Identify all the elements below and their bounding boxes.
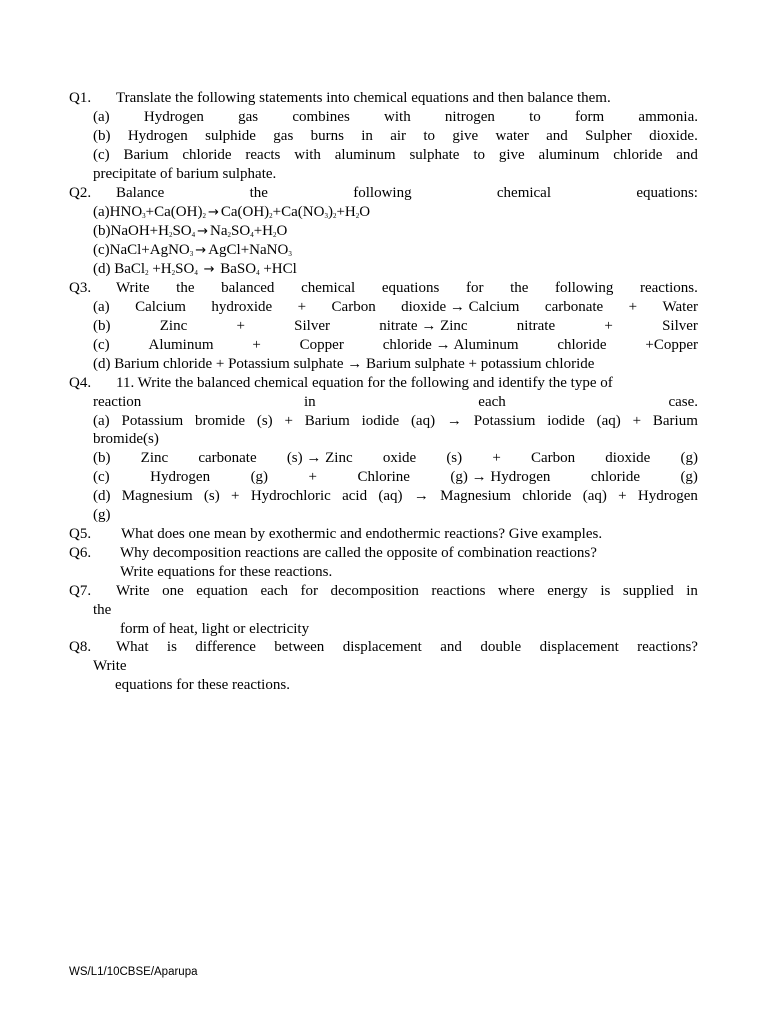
word: the [510,280,529,296]
word: (aq) [582,488,607,504]
word: Hydrochloric [250,488,331,504]
q4-text: 11. Write the balanced chemical equation for the following and identify the type of [116,375,613,391]
word: balanced [221,280,275,296]
word: Copper [299,337,344,353]
q3-part-d: (d) Barium chloride + Potassium sulphate → Barium sulphate + potassium chloride [93,356,595,372]
q2-eq-d: (d) BaCl$_2$ $+H_2SO_4$ → BaSO$_4$ +HCl [93,261,297,277]
word: and [546,128,568,144]
word: for [465,280,484,296]
word: Sulpher [585,128,632,144]
word: Water [662,299,698,315]
q3-number: Q3. [69,280,92,296]
word: following [353,185,412,201]
word: gas [273,128,294,144]
word: with [294,147,321,163]
q3-part-a [93,298,698,317]
word: for [300,583,318,599]
word: Zinc [140,450,169,466]
word: water [495,128,529,144]
word: (c) [93,337,110,353]
word: (s) [446,450,463,466]
word: chloride [182,147,232,163]
word: Potassium [121,413,184,429]
word: form [575,109,605,125]
word: with [384,109,411,125]
word: where [498,583,535,599]
word: (s) → Zinc [286,450,353,466]
q1-part-c-cont: precipitate of barium sulphate. [93,166,277,182]
q4-line2 [93,393,698,412]
q7-number: Q7. [69,583,92,599]
word: Magnesium [440,488,511,504]
word: Balance [116,185,165,201]
q2-text [116,184,698,203]
word: air [390,128,407,144]
word: + [297,299,307,315]
q1-part-b [93,127,698,146]
word: Silver [662,318,698,334]
word: Barium [123,147,169,163]
word: (a) [93,299,110,315]
word: (s) [256,413,273,429]
word: acid [342,488,368,504]
q2-number: Q2. [69,185,92,201]
word: supplied [622,583,674,599]
q4-line1 [69,374,613,393]
q6-text: Why decomposition reactions are called the opposite of combination reactions? [120,545,597,561]
word: nitrate [516,318,556,334]
word: (b) [93,318,111,334]
word: chemical [496,185,552,201]
word: between [274,639,325,655]
word: Hydrogen [150,469,211,485]
word: Silver [294,318,331,334]
q3-part-b [93,317,698,336]
word: to [423,128,436,144]
word: is [600,583,611,599]
word: the [249,185,268,201]
word: (g) [250,469,269,485]
word: nitrate → Zinc [379,318,468,334]
word: iodide [361,413,400,429]
word: is [166,639,177,655]
q8-line2: Write [93,658,127,674]
q4-part-d-cont: (g) [93,507,111,523]
q1-number: Q1. [69,90,92,106]
word: (c) [93,147,110,163]
word: (g) [680,469,698,485]
q2-eq-b: $(b)NaOH+H_2SO_4 \to Na_2SO_4+H_2O$ [93,223,288,239]
word: + [252,337,261,353]
q6-line2: Write equations for these reactions. [120,564,333,580]
q2-eq-a: $(a)HNO_3+Ca(OH)_2 \to Ca(OH)_2+Ca(NO_3)_2+H_2O$ [93,204,371,220]
word: Barium [304,413,350,429]
q1-part-a [93,108,698,127]
word: +Copper [645,337,698,353]
word: Carbon [530,450,576,466]
word: → [446,413,462,429]
word: Zinc [159,318,188,334]
word: in [303,394,316,410]
q3-text [116,279,698,298]
word: to [529,109,541,125]
word: dioxide. [649,128,698,144]
word: Potassium [473,413,536,429]
word: + [236,318,245,334]
word: equations [381,280,440,296]
word: sulphate [409,147,460,163]
word: aluminum [334,147,396,163]
word: Chlorine [357,469,410,485]
word: combines [292,109,350,125]
q1-part-c [93,146,698,165]
word: equations: [636,185,698,201]
q7-line2: the [93,602,112,618]
word: (a) [93,109,110,125]
word: (g) [680,450,698,466]
word: Aluminum [148,337,214,353]
word: aluminum [538,147,600,163]
word: displacement [539,639,619,655]
word: nitrogen [444,109,495,125]
q1-text: Translate the following statements into chemical equations and then balance them. [116,90,611,106]
word: carbonate [544,299,604,315]
word: to [473,147,485,163]
word: each [478,394,506,410]
word: case. [668,394,698,410]
word: each [260,583,288,599]
word: Write [116,280,150,296]
word: iodide [547,413,585,429]
q4-part-a-cont: bromide(s) [93,431,159,447]
q6-number: Q6. [69,545,92,561]
word: and [676,147,698,163]
word: (a) [93,413,110,429]
word: decomposition [330,583,419,599]
q5-number: Q5. [69,526,92,542]
word: Calcium [135,299,186,315]
word: and [440,639,462,655]
q4-part-a [93,412,698,431]
q1-line1 [69,89,611,108]
word: ammonia. [638,109,698,125]
word: + [231,488,240,504]
q4-part-d [93,487,698,506]
word: chloride [590,469,640,485]
word: + [308,469,317,485]
word: following [555,280,614,296]
word: + [284,413,293,429]
word: chloride [557,337,607,353]
word: gas [238,109,259,125]
word: double [480,639,522,655]
word: reacts [245,147,281,163]
word: oxide [382,450,417,466]
word: in [686,583,698,599]
word: one [162,583,184,599]
word: + [618,488,627,504]
word: (b) [93,450,111,466]
word: hydroxide [211,299,273,315]
word: + [632,413,642,429]
q4-part-b [93,449,698,468]
q5-line1 [69,525,602,544]
word: bromide [195,413,245,429]
q3-part-c [93,336,698,355]
word: (aq) [378,488,403,504]
word: Hydrogen [143,109,204,125]
word: Barium [652,413,698,429]
q6-line1 [69,544,597,563]
word: in [361,128,373,144]
word: give [452,128,479,144]
word: the [176,280,195,296]
q8-text [116,638,698,657]
q2-eq-c: (c)NaCl+AgNO$_3$ → AgCl+NaNO$_3$ [93,242,292,258]
word: reactions. [640,280,698,296]
q7-text [116,582,698,601]
word: carbonate [198,450,257,466]
word: chloride [522,488,572,504]
word: Hydrogen [127,128,188,144]
word: (aq) [596,413,621,429]
word: (g) → Hydrogen [450,469,551,485]
word: + [492,450,501,466]
word: difference [195,639,256,655]
word: chloride [613,147,663,163]
word: (c) [93,469,110,485]
word: displacement [342,639,422,655]
word: chloride → Aluminum [382,337,519,353]
q5-text: What does one mean by exothermic and endothermic reactions? Give examples. [121,526,603,542]
word: burns [310,128,344,144]
word: equation [196,583,248,599]
word: (aq) [410,413,436,429]
word: (d) [93,488,111,504]
word: → [413,488,429,504]
word: sulphide [205,128,256,144]
word: (s) [203,488,220,504]
word: reactions? [637,639,698,655]
word: chemical [301,280,356,296]
word: Magnesium [121,488,193,504]
q4-part-c [93,468,698,487]
word: dioxide [605,450,651,466]
word: reactions [431,583,486,599]
q4-number: Q4. [69,375,92,391]
word: What [116,639,149,655]
word: Write [116,583,150,599]
word: reaction [93,394,142,410]
footer-reference: WS/L1/10CBSE/Aparupa [69,966,198,978]
word: Carbon [331,299,376,315]
word: energy [547,583,588,599]
q8-line3: equations for these reactions. [115,677,290,693]
word: (b) [93,128,111,144]
q8-number: Q8. [69,639,92,655]
word: + [604,318,613,334]
q7-line3: form of heat, light or electricity [120,621,310,637]
word: dioxide → Calcium [401,299,520,315]
word: + [628,299,638,315]
word: Hydrogen [637,488,698,504]
word: give [498,147,525,163]
